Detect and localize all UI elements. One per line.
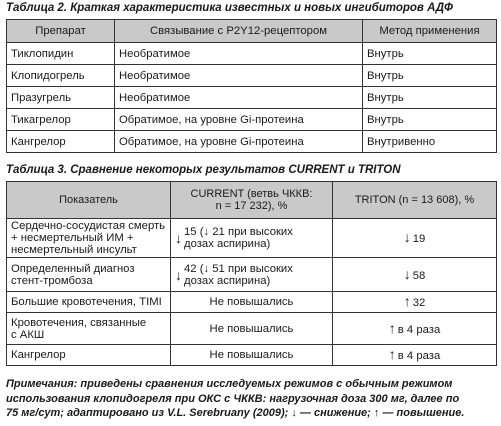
table-row (7, 219, 497, 258)
triton-cell: ↑ 32 (333, 292, 497, 313)
triton-cell: ↑ в 4 раза (333, 345, 497, 366)
table3-header-indicator: Показатель (7, 182, 171, 219)
table2 (6, 19, 497, 153)
method-cell: Внутрь (363, 65, 497, 87)
method-cell: Внутрь (363, 43, 497, 65)
table-row (7, 87, 497, 109)
indicator-cell: Большие кровотечения, TIMI (7, 292, 171, 313)
down-arrow-icon: ↓ (175, 266, 182, 283)
binding-cell: Обратимое, на уровне Gi-протеина (115, 109, 363, 131)
table-row (7, 43, 497, 65)
method-cell: Внутривенно (363, 131, 497, 153)
table3-header-triton: TRITON (n = 13 608), % (333, 182, 497, 219)
footnote: Примечания: приведены сравнения исследуемых режимов с обычным режимом использования клопидогреля при ОКС с ЧККВ: нагрузочная доза 300 мг, далее по 75 мг/сут; адаптировано из V.L. Serebruany (2009); ↓ — снижение; ↑ — повышение. (6, 378, 465, 419)
table2-header-drug: Препарат (7, 20, 115, 43)
table3 (6, 181, 497, 366)
table-row (7, 292, 497, 313)
current-cell: Не повышались (171, 313, 333, 345)
table-row (7, 258, 497, 292)
table-row (7, 131, 497, 153)
drug-cell: Празугрель (7, 87, 115, 109)
binding-cell: Необратимое (115, 65, 363, 87)
table2-header-binding: Связывание с P2Y12-рецептором (115, 20, 363, 43)
binding-cell: Необратимое (115, 87, 363, 109)
table3-header-row (7, 182, 497, 219)
indicator-cell: Определенный диагноз стент-тромбоза (7, 258, 171, 292)
table3-caption: Таблица 3. Сравнение некоторых результатов CURRENT и TRITON (6, 164, 401, 176)
table-row (7, 109, 497, 131)
table-row (7, 65, 497, 87)
triton-cell: ↓ 19 (333, 219, 497, 258)
indicator-cell: Сердечно-сосудистая смерть + несмертельный ИМ + несмертельный инсульт (7, 219, 171, 258)
triton-cell: ↑ в 4 раза (333, 313, 497, 345)
drug-cell: Тикагрелор (7, 109, 115, 131)
down-arrow-icon: ↓ (403, 265, 411, 282)
method-cell: Внутрь (363, 109, 497, 131)
table2-header-method: Метод применения (363, 20, 497, 43)
indicator-cell: Кровотечения, связанные с АКШ (7, 313, 171, 345)
up-arrow-icon: ↑ (388, 319, 396, 336)
triton-cell: ↓ 58 (333, 258, 497, 292)
table-row (7, 313, 497, 345)
up-arrow-icon: ↑ (388, 346, 396, 362)
current-cell: ↓ 15 (↓ 21 при высоких дозах аспирина) (171, 219, 333, 258)
down-arrow-icon: ↓ (403, 229, 411, 245)
table-row (7, 345, 497, 366)
binding-cell: Обратимое, на уровне Gi-протеина (115, 131, 363, 153)
table2-header-row (7, 20, 497, 43)
drug-cell: Кангрелор (7, 131, 115, 153)
drug-cell: Тиклопидин (7, 43, 115, 65)
table3-header-current: CURRENT (ветвь ЧККВ: n = 17 232), % (171, 182, 333, 219)
down-arrow-icon: ↓ (175, 230, 182, 246)
current-cell: Не повышались (171, 292, 333, 313)
up-arrow-icon: ↑ (403, 293, 411, 309)
method-cell: Внутрь (363, 87, 497, 109)
binding-cell: Необратимое (115, 43, 363, 65)
current-cell: Не повышались (171, 345, 333, 366)
indicator-cell: Кангрелор (7, 345, 171, 366)
current-cell: ↓ 42 (↓ 51 при высоких дозах аспирина) (171, 258, 333, 292)
table2-caption: Таблица 2. Краткая характеристика известных и новых ингибиторов АДФ (6, 2, 453, 14)
drug-cell: Клопидогрель (7, 65, 115, 87)
